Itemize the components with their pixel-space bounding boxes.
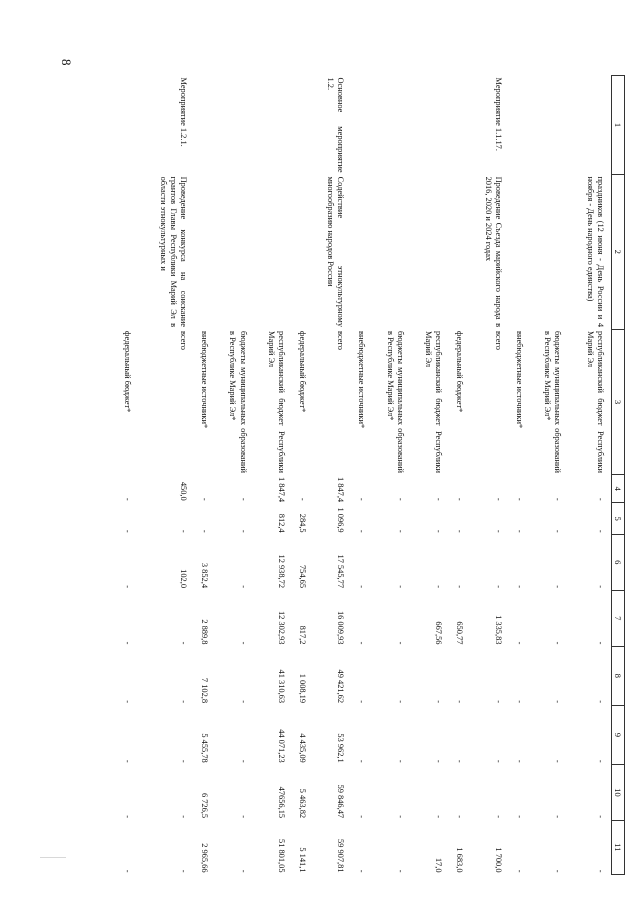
value-cell-year-5: - — [200, 529, 210, 533]
value-cell-year-11: 5 141,1 — [298, 847, 307, 873]
value-cell-year-6: - — [238, 585, 248, 588]
event-name-cell — [444, 175, 465, 329]
column-header-9: 9 — [612, 705, 625, 765]
value-cell-year-8: - — [395, 700, 405, 704]
event-name-cell — [525, 175, 564, 329]
value-cell-year-5: - — [455, 529, 465, 533]
value-cell-year-8: - — [434, 700, 444, 704]
value-cell-year-7: - — [179, 641, 189, 645]
event-code-cell: Мероприятие 1.2.1. — [179, 77, 189, 147]
funding-source-cell: бюджеты муниципальных образований в Республике Марий Эл* — [543, 331, 563, 473]
table-row — [287, 76, 308, 875]
value-cell-year-7: - — [514, 641, 524, 645]
value-cell-year-10: 5 463,82 — [298, 788, 307, 819]
value-cell-year-4: - — [596, 497, 605, 501]
value-cell-year-6: - — [553, 585, 563, 588]
value-cell-year-6: - — [123, 585, 133, 588]
event-name-cell: Проведение Съезда марийского народа в 2016, 2020 и 2024 годах — [483, 176, 503, 328]
value-cell-year-4: - — [357, 497, 367, 501]
value-cell-year-5: 1 096,9 — [336, 507, 346, 533]
event-name-cell — [504, 175, 525, 329]
value-cell-year-7: 2 889,8 — [200, 619, 210, 645]
event-code-cell — [563, 76, 611, 175]
value-cell-year-6: 102,0 — [179, 569, 189, 588]
table-row — [210, 76, 249, 875]
value-cell-year-7: - — [553, 641, 563, 645]
value-cell-year-6: 12 938,72 — [277, 554, 287, 588]
table-row — [308, 76, 347, 875]
page-number: 8 — [59, 59, 74, 66]
value-cell-year-9: 4 435,09 — [298, 733, 307, 763]
value-cell-year-4: - — [200, 497, 210, 501]
value-cell-year-4: - — [434, 497, 444, 501]
value-cell-year-5: - — [179, 529, 189, 533]
value-cell-year-7: - — [357, 641, 367, 645]
value-cell-year-4: - — [395, 497, 405, 501]
value-cell-year-6: 17 545,77 — [336, 554, 346, 588]
event-name-cell — [406, 175, 445, 329]
table-row — [189, 76, 210, 875]
value-cell-year-11: 17,0 — [434, 857, 444, 873]
value-cell-year-4: - — [123, 497, 133, 501]
value-cell-year-9: - — [357, 759, 367, 763]
event-name-cell — [287, 175, 308, 329]
value-cell-year-8: - — [455, 700, 465, 704]
value-cell-year-11: - — [395, 869, 405, 873]
value-cell-year-10: - — [357, 815, 367, 819]
value-cell-year-5: - — [596, 529, 605, 533]
value-cell-year-9: - — [434, 759, 444, 763]
event-code-cell — [444, 76, 465, 175]
value-cell-year-11: 1 683,0 — [455, 847, 465, 873]
value-cell-year-4: - — [455, 497, 465, 501]
value-cell-year-11: - — [553, 869, 563, 873]
value-cell-year-6: - — [596, 585, 605, 588]
header-row — [612, 76, 625, 875]
value-cell-year-5: - — [395, 529, 405, 533]
value-cell-year-7: - — [123, 641, 133, 645]
event-code-cell — [249, 76, 288, 175]
value-cell-year-6: - — [434, 585, 444, 588]
funding-source-cell: всего — [493, 331, 503, 350]
value-cell-year-9: - — [553, 759, 563, 763]
event-code-cell — [287, 76, 308, 175]
value-cell-year-9: - — [493, 759, 503, 763]
value-cell-year-6: - — [493, 585, 503, 588]
value-cell-year-7: 817,2 — [298, 625, 307, 645]
value-cell-year-5: - — [493, 529, 503, 533]
value-cell-year-11: - — [179, 869, 189, 873]
value-cell-year-10: - — [455, 815, 465, 819]
value-cell-year-4: - — [514, 497, 524, 501]
event-name-cell — [112, 175, 133, 329]
value-cell-year-11: - — [357, 869, 367, 873]
table-row — [133, 76, 189, 875]
value-cell-year-5: - — [123, 529, 133, 533]
column-header-8: 8 — [612, 646, 625, 705]
value-cell-year-8: 7 102,8 — [200, 677, 210, 704]
funding-source-cell: всего — [179, 331, 189, 350]
value-cell-year-4: - — [298, 497, 307, 501]
value-cell-year-9: 44 071,23 — [277, 729, 287, 763]
value-cell-year-6: - — [357, 585, 367, 588]
funding-source-cell: бюджеты муниципальных образований в Республике Марий Эл* — [228, 331, 248, 473]
event-name-cell — [210, 175, 249, 329]
column-header-4: 4 — [612, 475, 625, 503]
value-cell-year-7: 1 335,83 — [493, 615, 503, 645]
table-row — [504, 76, 525, 875]
value-cell-year-8: - — [179, 700, 189, 704]
value-cell-year-5: - — [434, 529, 444, 533]
value-cell-year-4: 450,0 — [179, 481, 189, 501]
value-cell-year-7: 667,56 — [434, 621, 444, 645]
table-row — [525, 76, 564, 875]
funding-source-cell: республиканский бюджет Республики Марий Эл — [424, 331, 444, 473]
value-cell-year-11: 1 700,0 — [493, 847, 503, 873]
value-cell-year-8: - — [238, 700, 248, 704]
value-cell-year-11: 51 801,05 — [277, 839, 287, 873]
value-cell-year-8: - — [493, 700, 503, 704]
value-cell-year-7: 650,77 — [455, 621, 465, 645]
event-code-cell: Мероприятие 1.1.17. — [493, 77, 503, 151]
column-header-2: 2 — [612, 175, 625, 329]
table-body — [112, 76, 612, 875]
event-name-cell — [347, 175, 368, 329]
value-cell-year-11: - — [514, 869, 524, 873]
funding-source-cell: внебюджетные источники* — [357, 331, 367, 429]
event-code-cell — [112, 76, 133, 175]
value-cell-year-11: - — [123, 869, 133, 873]
funding-source-cell: бюджеты муниципальных образований в Республике Марий Эл* — [385, 331, 405, 473]
funding-source-cell: федеральный бюджет* — [455, 331, 465, 413]
value-cell-year-10: 47656,15 — [277, 786, 287, 819]
event-code-cell — [347, 76, 368, 175]
table-row — [112, 76, 133, 875]
value-cell-year-4: - — [493, 497, 503, 501]
value-cell-year-10: - — [434, 815, 444, 819]
funding-source-cell: федеральный бюджет* — [298, 331, 307, 413]
table-row — [249, 76, 288, 875]
value-cell-year-8: 41 310,63 — [277, 669, 287, 704]
table-row — [367, 76, 406, 875]
value-cell-year-6: - — [455, 585, 465, 588]
column-header-3: 3 — [612, 329, 625, 475]
value-cell-year-5: - — [357, 529, 367, 533]
value-cell-year-10: - — [553, 815, 563, 819]
value-cell-year-7: - — [596, 641, 605, 645]
table-row — [465, 76, 504, 875]
table-row — [406, 76, 445, 875]
value-cell-year-10: - — [123, 815, 133, 819]
value-cell-year-8: 49 421,62 — [336, 669, 346, 704]
funding-source-cell: республиканский бюджет Республики Марий Эл — [266, 331, 287, 473]
event-code-cell: Основное мероприятие 1.2. — [326, 77, 346, 173]
event-name-cell — [189, 175, 210, 329]
column-header-1: 1 — [612, 76, 625, 175]
event-name-cell: Содействие этнокультурному многообразию народов России — [326, 176, 346, 328]
value-cell-year-6: 754,65 — [298, 564, 307, 588]
value-cell-year-11: 59 907,81 — [336, 839, 346, 873]
event-code-cell — [210, 76, 249, 175]
table-row — [347, 76, 368, 875]
value-cell-year-10: - — [596, 815, 605, 819]
value-cell-year-8: - — [123, 700, 133, 704]
value-cell-year-11: - — [238, 869, 248, 873]
funding-source-cell: внебюджетные источники* — [200, 331, 210, 429]
value-cell-year-8: - — [596, 700, 605, 704]
event-code-cell — [525, 76, 564, 175]
value-cell-year-4: - — [553, 497, 563, 501]
value-cell-year-5: 284,5 — [298, 513, 307, 533]
value-cell-year-8: 1 008,19 — [298, 673, 307, 704]
value-cell-year-10: - — [395, 815, 405, 819]
value-cell-year-4: - — [238, 497, 248, 501]
table-row — [444, 76, 465, 875]
event-code-cell — [406, 76, 445, 175]
event-code-cell — [504, 76, 525, 175]
column-header-11: 11 — [612, 820, 625, 874]
value-cell-year-10: 59 846,47 — [336, 784, 346, 819]
event-code-cell — [189, 76, 210, 175]
column-header-10: 10 — [612, 765, 625, 820]
value-cell-year-9: - — [123, 759, 133, 763]
value-cell-year-5: - — [238, 529, 248, 533]
value-cell-year-9: - — [514, 759, 524, 763]
value-cell-year-9: - — [395, 759, 405, 763]
value-cell-year-8: - — [357, 700, 367, 704]
value-cell-year-10: - — [238, 815, 248, 819]
value-cell-year-5: 812,4 — [277, 513, 287, 533]
value-cell-year-11: - — [596, 869, 605, 873]
scan-artifact — [40, 857, 66, 858]
value-cell-year-10: - — [493, 815, 503, 819]
column-header-5: 5 — [612, 503, 625, 535]
value-cell-year-9: - — [455, 759, 465, 763]
value-cell-year-4: 1 847,4 — [336, 476, 346, 503]
funding-source-cell: республиканский бюджет Республики Марий Эл — [585, 331, 605, 473]
event-name-cell — [367, 175, 406, 329]
value-cell-year-9: - — [596, 759, 605, 763]
table-row — [563, 76, 611, 875]
value-cell-year-6: - — [395, 585, 405, 588]
value-cell-year-10: - — [514, 815, 524, 819]
rotated-table-wrapper — [112, 75, 625, 875]
value-cell-year-8: - — [514, 700, 524, 704]
value-cell-year-9: - — [238, 759, 248, 763]
column-header-6: 6 — [612, 535, 625, 590]
value-cell-year-9: - — [179, 759, 189, 763]
value-cell-year-6: 3 852,4 — [200, 562, 210, 588]
value-cell-year-7: 16 009,93 — [336, 610, 346, 645]
value-cell-year-5: - — [553, 529, 563, 533]
funding-source-cell: всего — [336, 331, 346, 350]
funding-table — [112, 75, 625, 875]
event-name-cell: праздников (12 июня - День России и 4 ноября - День народного единства) — [585, 176, 605, 328]
value-cell-year-7: 12 302,93 — [277, 610, 287, 645]
value-cell-year-8: - — [553, 700, 563, 704]
funding-source-cell: внебюджетные источники* — [514, 331, 524, 429]
column-header-7: 7 — [612, 590, 625, 646]
funding-source-cell: федеральный бюджет* — [123, 331, 133, 413]
value-cell-year-5: - — [514, 529, 524, 533]
value-cell-year-7: - — [238, 641, 248, 645]
value-cell-year-10: 6 726,5 — [200, 792, 210, 819]
value-cell-year-7: - — [395, 641, 405, 645]
value-cell-year-9: 53 962,1 — [336, 733, 346, 763]
value-cell-year-10: - — [179, 815, 189, 819]
value-cell-year-11: 2 965,66 — [200, 843, 210, 873]
value-cell-year-9: 5 455,78 — [200, 733, 210, 763]
event-code-cell — [367, 76, 406, 175]
event-name-cell: Проведение конкурса на соискание грантов Главы Республики Марий Эл в области этнокультурных и — [158, 176, 189, 328]
value-cell-year-6: - — [514, 585, 524, 588]
event-name-cell — [249, 175, 288, 329]
value-cell-year-4: 1 847,4 — [277, 476, 287, 503]
